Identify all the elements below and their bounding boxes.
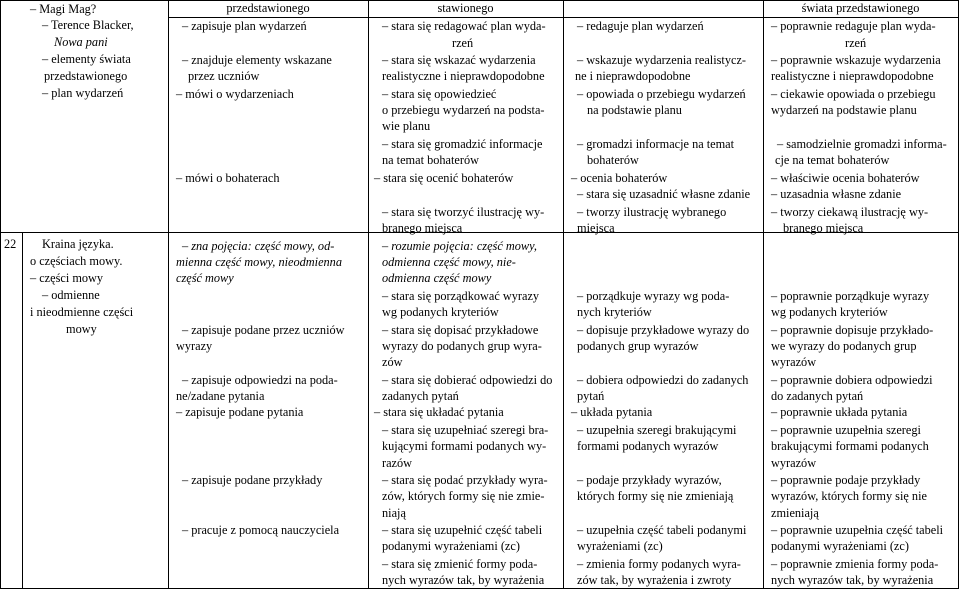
requirement-line: we wyrazy do podanych grup: [771, 339, 917, 353]
requirement-line: – dopisuje przykładowe wyrazy do: [577, 323, 750, 337]
requirement-line: – podaje przykłady wyrazów,: [577, 473, 722, 487]
requirement-line: o przebiegu wydarzeń na podsta-: [382, 103, 545, 117]
requirement-line: – uzasadnia własne zdanie: [771, 187, 902, 201]
requirement-line: branego miejsca: [382, 221, 463, 235]
requirement-line: – poprawnie układa pytania: [771, 405, 908, 419]
requirement-line: wyrazów: [771, 456, 817, 470]
requirement-line: – rozumie pojęcia: część mowy,: [382, 239, 537, 253]
requirement-line: wyrazów, których formy się nie: [771, 489, 927, 503]
requirement-line: podanych grup wyrazów: [577, 339, 699, 353]
requirement-line: formami podanych wyrazów: [577, 439, 719, 453]
requirement-line: – tworzy ciekawą ilustrację wy-: [771, 205, 929, 219]
requirement-line: – stara się uzasadnić własne zdanie: [577, 187, 751, 201]
requirement-line: razów: [382, 456, 413, 470]
requirement-line: – stara się uzupełniać szeregi bra-: [382, 423, 549, 437]
requirement-line: – zapisuje podane pytania: [176, 405, 304, 419]
requirement-line: przez uczniów: [188, 69, 260, 83]
requirement-line: – stara się wskazać wydarzenia: [382, 53, 536, 67]
requirement-line: – zapisuje odpowiedzi na poda-: [182, 373, 338, 387]
requirement-line: – stara się uzupełnić część tabeli: [382, 523, 543, 537]
lesson-number: 22: [4, 237, 17, 251]
requirement-line: wg podanych kryteriów: [771, 305, 888, 319]
requirement-line: – układa pytania: [571, 405, 653, 419]
requirement-line: część mowy: [176, 271, 234, 285]
requirement-line: bohaterów: [587, 153, 639, 167]
topic-title: Kraina języka.: [42, 237, 114, 251]
requirement-line: realistyczne i nieprawdopodobne: [382, 69, 545, 83]
requirement-line: – zapisuje podane przykłady: [182, 473, 323, 487]
grid-line: [168, 0, 169, 589]
topic-item: Nowa pani: [54, 35, 108, 49]
requirement-line: rzeń: [845, 36, 867, 50]
requirement-line: rzeń: [452, 36, 474, 50]
grid-line: [0, 0, 1, 589]
requirement-line: wydarzeń na podstawie planu: [771, 103, 917, 117]
requirement-line: – samodzielnie gromadzi informa-: [777, 137, 947, 151]
grid-line: [22, 232, 23, 589]
requirement-line: niają: [382, 506, 406, 520]
requirement-line: – mówi o bohaterach: [176, 171, 280, 185]
requirement-line: podanymi wyrażeniami (zc): [771, 539, 909, 553]
requirement-line: nych wyrazów tak, by wyrażenia: [382, 573, 545, 587]
requirement-line: – wskazuje wydarzenia realistycz-: [577, 53, 746, 67]
topic-title: – Magi Mag?: [30, 2, 97, 16]
topic-item: – plan wydarzeń: [42, 86, 124, 100]
requirement-line: zów: [382, 355, 403, 369]
requirement-line: ne i nieprawdopodobne: [575, 69, 691, 83]
grid-line: [563, 0, 564, 589]
requirement-line: pytań: [577, 389, 605, 403]
requirement-line: cje na temat bohaterów: [775, 153, 890, 167]
requirement-line: zmieniają: [771, 506, 819, 520]
requirement-line: – zmienia formy podanych wyra-: [577, 557, 741, 571]
requirement-line: wyrażeniami (zc): [577, 539, 663, 553]
requirement-line: – poprawnie porządkuje wyrazy: [771, 289, 930, 303]
topic-item: o częściach mowy.: [30, 254, 123, 268]
requirement-line: – ocenia bohaterów: [571, 171, 668, 185]
requirement-line: – poprawnie podaje przykłady: [771, 473, 921, 487]
topic-item: – odmienne: [42, 288, 100, 302]
requirement-line: mienna część mowy, nieodmienna: [176, 255, 342, 269]
header-cell: stawionego: [437, 1, 494, 15]
requirement-line: – stara się porządkować wyrazy: [382, 289, 540, 303]
requirement-line: wyrazy: [176, 339, 213, 353]
requirement-line: – stara się redagować plan wyda-: [382, 19, 546, 33]
requirement-line: – ciekawie opowiada o przebiegu: [771, 87, 936, 101]
header-cell: świata przedstawionego: [801, 1, 920, 15]
requirement-line: – stara się dopisać przykładowe: [382, 323, 539, 337]
requirement-line: – właściwie ocenia bohaterów: [771, 171, 920, 185]
requirement-line: – stara się podać przykłady wyra-: [382, 473, 548, 487]
requirement-line: – stara się układać pytania: [374, 405, 504, 419]
requirement-line: wyrazy do podanych grup wyra-: [382, 339, 542, 353]
requirement-line: – stara się zmienić formy poda-: [382, 557, 538, 571]
requirement-line: ne/zadane pytania: [176, 389, 265, 403]
requirement-line: realistyczne i nieprawdopodobne: [771, 69, 934, 83]
requirement-line: których formy się nie zmieniają: [577, 489, 734, 503]
requirement-line: – stara się ocenić bohaterów: [374, 171, 514, 185]
requirement-line: wyrazów: [771, 355, 817, 369]
requirement-line: – stara się gromadzić informacje: [382, 137, 543, 151]
requirement-line: do zadanych pytań: [771, 389, 864, 403]
header-cell: przedstawionego: [226, 1, 310, 15]
requirement-line: – redaguje plan wydarzeń: [577, 19, 704, 33]
requirement-line: – opowiada o przebiegu wydarzeń: [577, 87, 746, 101]
grid-line: [763, 0, 764, 589]
topic-item: i nieodmienne części: [30, 305, 134, 319]
requirement-line: – gromadzi informacje na temat: [577, 137, 735, 151]
topic-item: – Terence Blacker,: [42, 18, 134, 32]
requirement-line: nych wyrazów tak, by wyrażenia: [771, 573, 934, 587]
requirement-line: – poprawnie redaguje plan wyda-: [771, 19, 936, 33]
requirement-line: miejsca: [577, 221, 615, 235]
requirement-line: – poprawnie dobiera odpowiedzi: [771, 373, 933, 387]
requirement-line: – mówi o wydarzeniach: [176, 87, 294, 101]
requirement-line: odmienna część mowy: [382, 271, 492, 285]
requirement-line: – tworzy ilustrację wybranego: [577, 205, 727, 219]
topic-item: – części mowy: [30, 271, 104, 285]
topic-item: – elementy świata: [42, 52, 131, 66]
requirement-line: na podstawie planu: [587, 103, 682, 117]
requirement-line: – poprawnie dopisuje przykłado-: [771, 323, 934, 337]
requirement-line: – poprawnie wskazuje wydarzenia: [771, 53, 941, 67]
requirement-line: odmienna część mowy, nie-: [382, 255, 516, 269]
requirement-line: – zapisuje plan wydarzeń: [182, 19, 307, 33]
requirement-line: podanymi wyrażeniami (zc): [382, 539, 520, 553]
requirement-line: zów, których formy się nie zmie-: [382, 489, 545, 503]
requirement-line: wg podanych kryteriów: [382, 305, 499, 319]
requirement-line: – uzupełnia szeregi brakującymi: [577, 423, 737, 437]
requirement-line: zadanych pytań: [382, 389, 459, 403]
topic-item: mowy: [66, 322, 97, 336]
requirement-line: kującymi formami podanych wy-: [382, 439, 547, 453]
requirement-line: – poprawnie zmienia formy poda-: [771, 557, 939, 571]
requirement-line: – porządkuje wyrazy wg poda-: [577, 289, 730, 303]
requirement-line: – uzupełnia część tabeli podanymi: [577, 523, 747, 537]
grid-line: [368, 0, 369, 589]
requirement-line: zów tak, by wyrażenia i zwroty: [577, 573, 732, 587]
requirement-line: nych kryteriów: [577, 305, 652, 319]
requirement-line: wie planu: [382, 119, 431, 133]
requirement-line: – stara się tworzyć ilustrację wy-: [382, 205, 545, 219]
requirement-line: brakującymi formami podanych: [771, 439, 929, 453]
requirement-line: branego miejsca: [783, 221, 864, 235]
requirement-line: – zapisuje podane przez uczniów: [182, 323, 345, 337]
requirement-line: – pracuje z pomocą nauczyciela: [182, 523, 340, 537]
requirement-line: – poprawnie uzupełnia część tabeli: [771, 523, 944, 537]
grid-line: [958, 0, 959, 589]
requirement-line: – stara się dobierać odpowiedzi do: [382, 373, 553, 387]
requirement-line: na temat bohaterów: [382, 153, 479, 167]
requirement-line: – dobiera odpowiedzi do zadanych: [577, 373, 749, 387]
requirement-line: – znajduje elementy wskazane: [182, 53, 332, 67]
requirement-line: – poprawnie uzupełnia szeregi: [771, 423, 921, 437]
requirement-line: – zna pojęcia: część mowy, od-: [182, 239, 335, 253]
topic-item: przedstawionego: [44, 69, 128, 83]
requirement-line: – stara się opowiedzieć: [382, 87, 497, 101]
